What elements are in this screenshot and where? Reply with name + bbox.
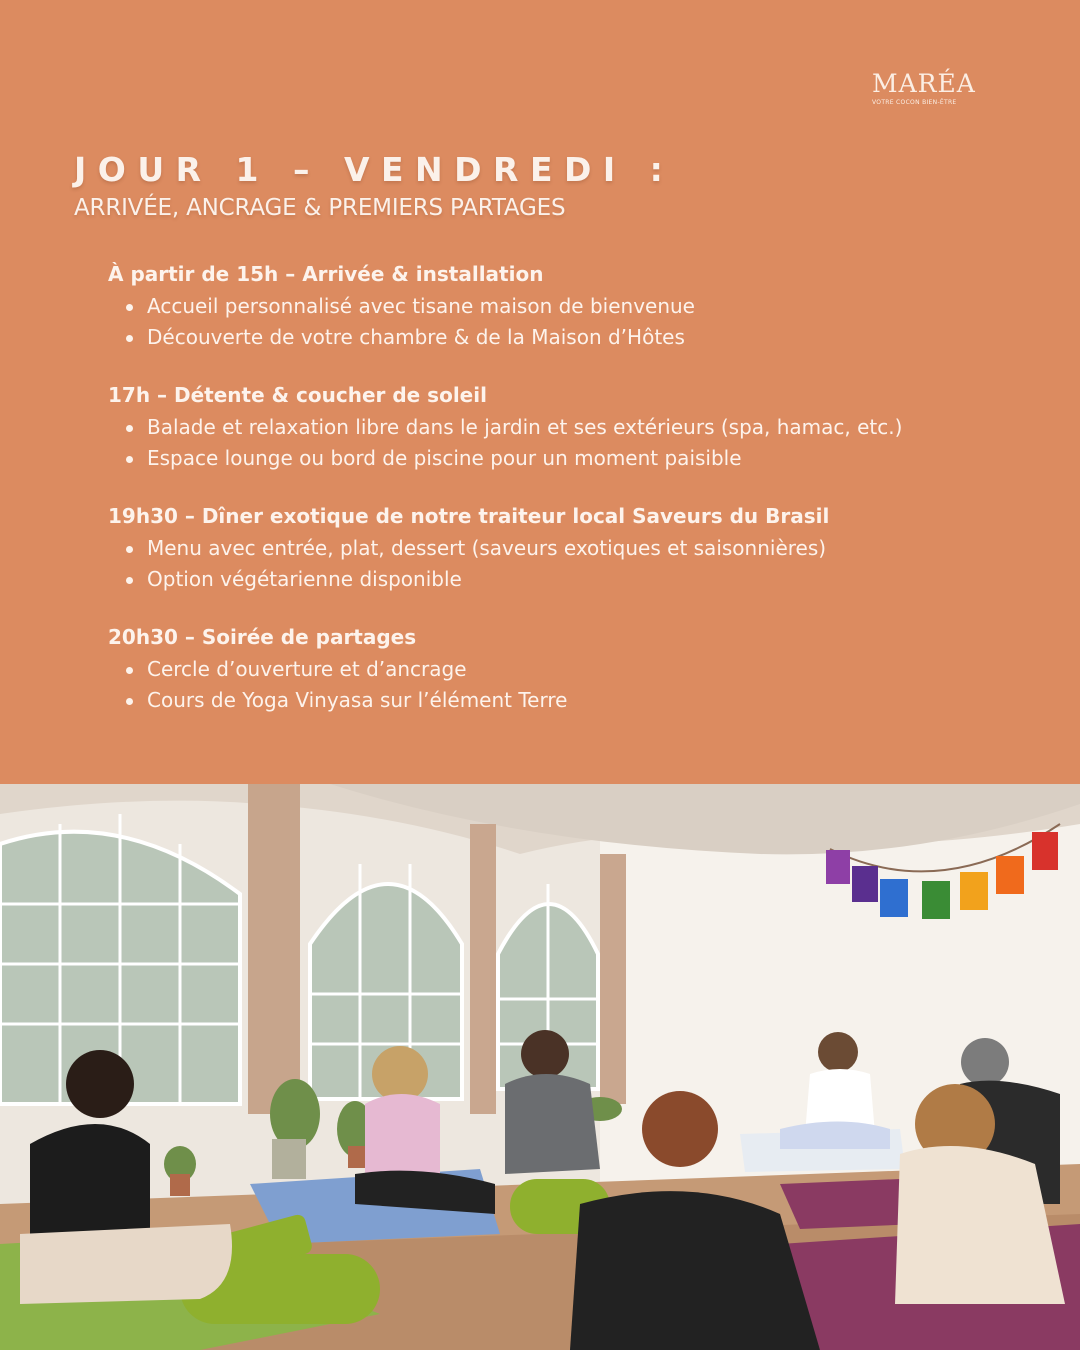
bullet-item <box>108 654 1048 685</box>
bullet-item <box>108 685 1048 716</box>
bullet-item <box>108 291 1048 322</box>
bullet-text: Option végétarienne disponible <box>147 567 462 591</box>
brand-tagline: VOTRE COCON BIEN-ÊTRE <box>872 99 957 106</box>
bullet-text: Cercle d’ouverture et d’ancrage <box>147 657 467 681</box>
brand-name: MARÉA <box>872 69 976 98</box>
bullet-text: Balade et relaxation libre dans le jardin et ses extérieurs (spa, hamac, etc.) <box>147 415 903 439</box>
schedule-block <box>108 381 1048 474</box>
bullet-text: Espace lounge ou bord de piscine pour un moment paisible <box>147 446 742 470</box>
bullet-list <box>108 654 1048 716</box>
schedule-block <box>108 623 1048 716</box>
bullet-list <box>108 533 1048 595</box>
bullet-list <box>108 291 1048 353</box>
bullet-dot-icon <box>126 667 133 674</box>
bullet-text: Découverte de votre chambre & de la Maison d’Hôtes <box>147 325 685 349</box>
bullet-dot-icon <box>126 304 133 311</box>
bullet-item <box>108 322 1048 353</box>
schedule <box>108 260 1048 744</box>
bullet-item <box>108 564 1048 595</box>
schedule-block-title: 20h30 – Soirée de partages <box>108 625 417 649</box>
bullet-dot-icon <box>126 456 133 463</box>
bullet-dot-icon <box>126 425 133 432</box>
yoga-class-photo <box>0 784 1080 1350</box>
schedule-block-title: À partir de 15h – Arrivée & installation <box>108 262 544 286</box>
bullet-dot-icon <box>126 546 133 553</box>
bullet-dot-icon <box>126 335 133 342</box>
day-title: JOUR 1 – VENDREDI : <box>74 150 675 189</box>
bullet-list <box>108 412 1048 474</box>
bullet-text: Menu avec entrée, plat, dessert (saveurs exotiques et saisonnières) <box>147 536 827 560</box>
bullet-dot-icon <box>126 698 133 705</box>
schedule-block-title: 17h – Détente & coucher de soleil <box>108 383 487 407</box>
day-subtitle: ARRIVÉE, ANCRAGE & PREMIERS PARTAGES <box>74 195 566 221</box>
schedule-block-title: 19h30 – Dîner exotique de notre traiteur local Saveurs du Brasil <box>108 504 830 528</box>
bullet-item <box>108 533 1048 564</box>
yoga-room-illustration <box>0 784 1080 1350</box>
bullet-dot-icon <box>126 577 133 584</box>
brand-logo <box>872 70 992 106</box>
bullet-text: Cours de Yoga Vinyasa sur l’élément Terre <box>147 688 568 712</box>
schedule-block <box>108 502 1048 595</box>
bullet-item <box>108 443 1048 474</box>
bullet-text: Accueil personnalisé avec tisane maison de bienvenue <box>147 294 695 318</box>
schedule-block <box>108 260 1048 353</box>
bullet-item <box>108 412 1048 443</box>
